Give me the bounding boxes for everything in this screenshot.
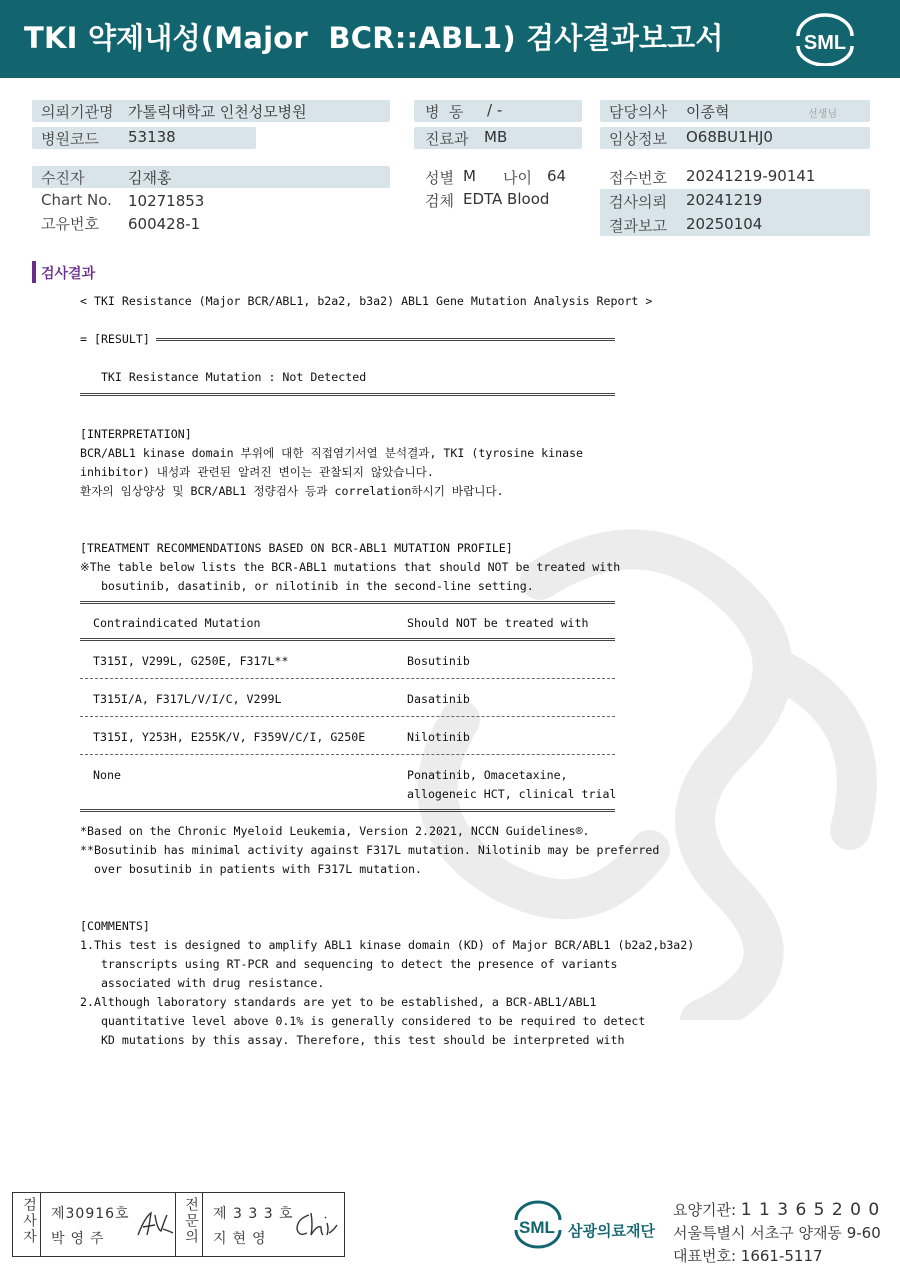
table-row-drug: Bosutinib: [407, 654, 470, 668]
report-heading: < TKI Resistance (Major BCR/ABL1, b2a2, b3a2) ABL1 Gene Mutation Analysis Report >: [80, 294, 653, 308]
sex-label: 성별: [425, 169, 454, 187]
section-title: 검사결과: [41, 266, 96, 282]
institution-code-label: 요양기관:: [673, 1201, 741, 1219]
phone-label: 대표번호:: [673, 1247, 741, 1265]
table-row-drug-cont: allogeneic HCT, clinical trial: [407, 787, 617, 801]
comment-line: transcripts using RT-PCR and sequencing to detect the presence of variants: [80, 957, 618, 971]
dept-value: MB: [484, 128, 508, 146]
result-rule: [156, 338, 615, 341]
reported-label: 결과보고: [609, 217, 667, 235]
phone-number: 1661-5117: [740, 1247, 823, 1265]
interpretation-line: 환자의 임상양상 및 BCR/ABL1 정량검사 등과 correlation하시기 바랍니다.: [80, 484, 504, 498]
treatment-line: bosutinib, dasatinib, or nilotinib in the second-line setting.: [80, 579, 534, 593]
interpretation-line: BCR/ABL1 kinase domain 부위에 대한 직접염기서열 분석결과, TKI (tyrosine kinase: [80, 446, 584, 460]
specialist-signature: [293, 1209, 339, 1241]
unique-no-label: 고유번호: [41, 215, 99, 233]
comments-title: [COMMENTS]: [80, 919, 150, 933]
note-line: over bosutinib in patients with F317L mutation.: [80, 862, 423, 876]
receipt-value: 20241219-90141: [686, 167, 816, 185]
reported-value: 20250104: [686, 215, 763, 233]
org-logo-text: SML: [519, 1218, 555, 1237]
table-row-mutation: T315I, V299L, G250E, F317L**: [93, 654, 289, 668]
note-line: *Based on the Chronic Myeloid Leukemia, Version 2.2021, NCCN Guidelines®.: [80, 824, 590, 838]
treatment-title: [TREATMENT RECOMMENDATIONS BASED ON BCR-ABL1 MUTATION PROFILE]: [80, 541, 513, 555]
institution-code: 1 1 3 6 5 2 0 0: [740, 1200, 881, 1220]
patient-value: 김재홍: [128, 169, 172, 187]
patient-label: 수진자: [41, 169, 85, 187]
interpretation-title: [INTERPRETATION]: [80, 427, 192, 441]
table-top-rule: [80, 601, 615, 604]
org-address: 서울특별시 서초구 양재동 9-60: [673, 1224, 881, 1242]
rule: [80, 393, 615, 396]
comment-line: associated with drug resistance.: [80, 976, 325, 990]
requested-value: 20241219: [686, 191, 763, 209]
table-row-mutation: T315I/A, F317L/V/I/C, V299L: [93, 692, 282, 706]
clinical-value: O68BU1HJ0: [686, 128, 773, 146]
doctor-value: 이종혁: [686, 103, 730, 121]
table-header-drug: Should NOT be treated with: [407, 616, 589, 630]
specialist-label: 전문의: [183, 1197, 199, 1245]
doctor-label: 담당의사: [609, 103, 667, 121]
sml-logo-text: SML: [803, 32, 847, 54]
section-marker: [32, 261, 36, 283]
table-row-mutation: None: [93, 768, 121, 782]
specimen-label: 검체: [425, 192, 454, 210]
sml-logo: [790, 12, 860, 66]
signature-box: [12, 1192, 345, 1257]
chart-no-value: 10271853: [128, 192, 205, 210]
examiner-license: 제30916호: [51, 1206, 130, 1222]
table-header-rule: [80, 638, 615, 641]
table-row-drug: Nilotinib: [407, 730, 470, 744]
treatment-line: ※The table below lists the BCR-ABL1 mutations that should NOT be treated with: [80, 560, 621, 574]
specialist-name: 지현영: [213, 1231, 272, 1247]
examiner-label: 검사자: [21, 1197, 37, 1245]
examiner-signature: [135, 1209, 177, 1241]
table-row-mutation: T315I, Y253H, E255K/V, F359V/C/I, G250E: [93, 730, 366, 744]
table-row-drug: Ponatinib, Omacetaxine,: [407, 768, 568, 782]
org-name: 삼광의료재단: [568, 1222, 655, 1240]
clinical-label: 임상정보: [609, 130, 667, 148]
unique-no-value: 600428-1: [128, 215, 201, 233]
dept-label: 진료과: [425, 130, 469, 148]
comment-line: 2.Although laboratory standards are yet to be established, a BCR-ABL1/ABL1: [80, 995, 597, 1009]
hospital-code-label: 병원코드: [41, 130, 99, 148]
table-row-divider: [80, 754, 615, 755]
table-bottom-rule: [80, 809, 615, 812]
age-label: 나이: [503, 169, 532, 187]
interpretation-line: inhibitor) 내성과 관련된 알려진 변이는 관찰되지 않았습니다.: [80, 465, 434, 479]
institution-value: 가톨릭대학교 인천성모병원: [128, 103, 307, 121]
doctor-suffix: 선생님: [808, 109, 837, 120]
comment-line: quantitative level above 0.1% is generally considered to be required to detect: [80, 1014, 646, 1028]
hospital-code-value: 53138: [128, 128, 176, 146]
result-label: = [RESULT]: [80, 332, 157, 346]
table-header-mutation: Contraindicated Mutation: [93, 616, 261, 630]
table-row-drug: Dasatinib: [407, 692, 470, 706]
comment-line: 1.This test is designed to amplify ABL1 kinase domain (KD) of Major BCR/ABL1 (b2a2,b3a2): [80, 938, 695, 952]
specialist-license: 제 3 3 3 호: [213, 1206, 294, 1222]
table-row-divider: [80, 678, 615, 679]
sex-value: M: [463, 167, 476, 185]
report-header: [0, 0, 900, 78]
org-logo: [510, 1198, 565, 1250]
specimen-value: EDTA Blood: [463, 190, 550, 208]
chart-no-label: Chart No.: [41, 191, 112, 209]
receipt-label: 접수번호: [609, 169, 667, 187]
requested-label: 검사의뢰: [609, 193, 667, 211]
report-title: TKI 약제내성(Major BCR::ABL1) 검사결과보고서: [24, 21, 724, 55]
ward-value: / -: [487, 101, 503, 119]
institution-code-line: [673, 1199, 880, 1220]
age-value: 64: [547, 167, 567, 185]
comment-line: KD mutations by this assay. Therefore, this test should be interpreted with: [80, 1033, 625, 1047]
institution-label: 의뢰기관명: [41, 103, 114, 121]
phone-line: [673, 1245, 823, 1266]
result-line: TKI Resistance Mutation : Not Detected: [80, 370, 367, 384]
ward-label: 병 동: [425, 103, 464, 121]
note-line: **Bosutinib has minimal activity against F317L mutation. Nilotinib may be preferred: [80, 843, 660, 857]
examiner-name: 박영주: [51, 1231, 110, 1247]
table-row-divider: [80, 716, 615, 717]
